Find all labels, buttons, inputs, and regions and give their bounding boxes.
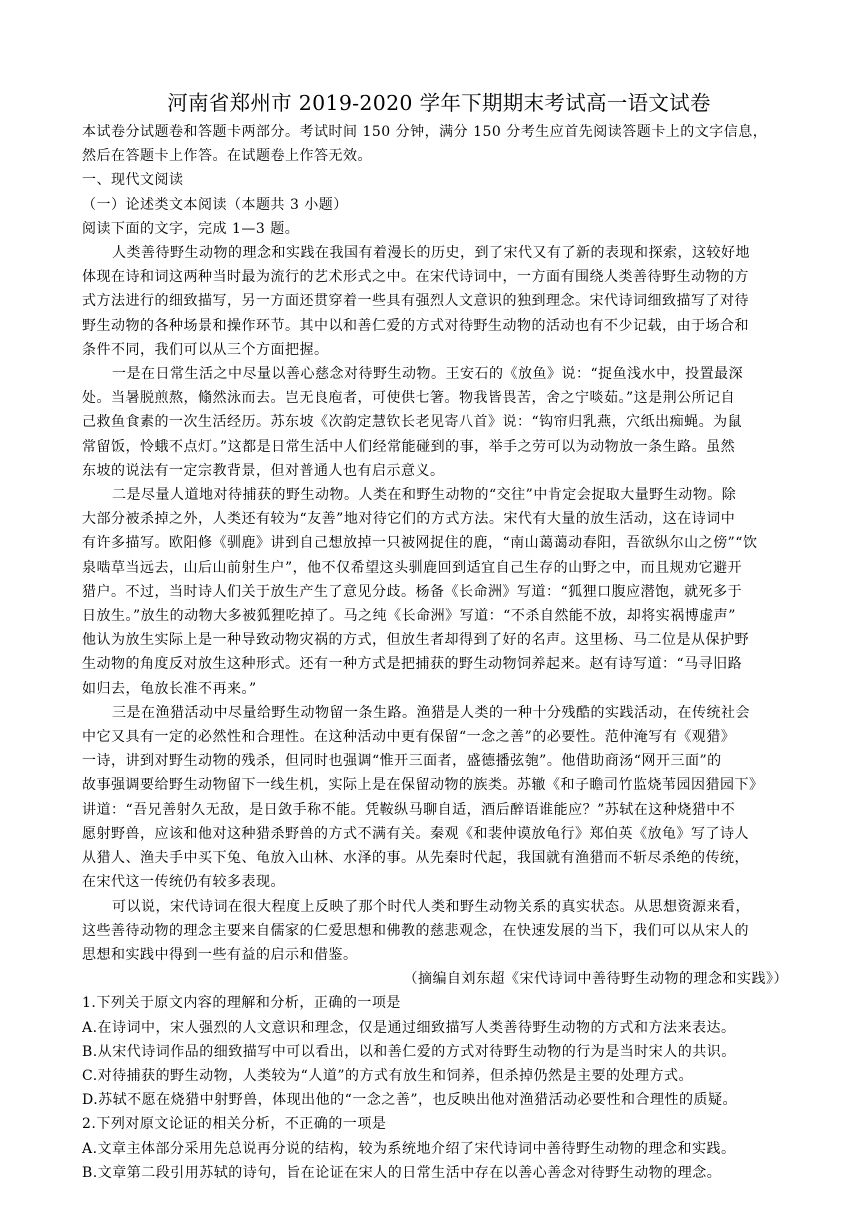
question-option: A.在诗词中，宋人强烈的人文意识和理念，仅是通过细致描写人类善待野生动物的方式和方法来表达。 xyxy=(82,1019,736,1036)
question-list xyxy=(82,991,788,1185)
text-line: 如归去，龟放长准不再来。” xyxy=(82,680,257,697)
text-line: 愿射野兽，应该和他对这种猎杀野兽的方式不满有关。秦观《和裴仲谟放龟行》郑伯英《放龟》写了诗人 xyxy=(82,825,749,842)
text-line: 阅读下面的文字，完成 1—3 题。 xyxy=(82,220,300,237)
page-title: 河南省郑州市 2019-2020 学年下期期末考试高一语文试卷 xyxy=(167,91,711,115)
text-line: 猎户。不过，当时诗人们关于放生产生了意见分歧。杨备《长命洲》写道：“狐狸口腹应潜饱，就死多于 xyxy=(82,583,743,600)
text-line: 中它又具有一定的必然性和合理性。在这种活动中更有保留“一念之善”的必要性。范仲淹写有《观猎》 xyxy=(82,729,736,746)
text-line: 在宋代这一传统仍有较多表现。 xyxy=(82,874,285,891)
passage-source: （摘编自刘东超《宋代诗词中善待野生动物的理念和实践》） xyxy=(403,971,788,988)
text-line: 常留饭，怜蛾不点灯。”这都是日常生活中人们经常能碰到的事，举手之劳可以为动物放一条生路。虽然 xyxy=(82,438,736,455)
text-line: （一）论述类文本阅读（本题共 3 小题） xyxy=(82,196,348,213)
text-line: 一诗，讲到对野生动物的残杀，但同时也强调“惟开三面者，盛德播弦匏”。他借助商汤“网开三面”的 xyxy=(82,753,722,770)
text-line: 他认为放生实际上是一种导致动物灾祸的方式，但放生者却得到了好的名声。这里杨、马二位是从保护野 xyxy=(82,632,749,649)
question-option: B.从宋代诗词作品的细致描写中可以看出，以和善仁爱的方式对待野生动物的行为是当时宋人的共识。 xyxy=(82,1043,736,1060)
text-line: 处。当暑脱煎熬，翛然泳而去。岂无良庖者，可使供七箸。物我皆畏苦，舍之宁啖茹。”这是荆公所记自 xyxy=(82,390,736,407)
question-stem: 2.下列对原文论证的相关分析，不正确的一项是 xyxy=(82,1116,387,1133)
text-line: 大部分被杀掉之外，人类还有较为“友善”地对待它们的方式方法。宋代有大量的放生活动，这在诗词中 xyxy=(82,511,736,528)
text-line: 这些善待动物的理念主要来自儒家的仁爱思想和佛教的慈悲观念，在快速发展的当下，我们可以从宋人的 xyxy=(82,922,749,939)
text-line: 讲道：“吾兄善射久无敌，是日敛手称不能。凭鞍纵马聊自适，酒后醉语谁能应？”苏轼在这种烧猎中不 xyxy=(82,801,736,818)
text-line: 一、现代文阅读 xyxy=(82,172,184,189)
text-line: 一是在日常生活之中尽量以善心慈念对待野生动物。王安石的《放鱼》说：“捉鱼浅水中，投置最深 xyxy=(112,366,744,383)
question-option: A.文章主体部分采用先总说再分说的结构，较为系统地介绍了宋代诗词中善待野生动物的理念和实践。 xyxy=(82,1140,736,1157)
text-line: 二是尽量人道地对待捕获的野生动物。人类在和野生动物的“交往”中肯定会捉取大量野生动物。除 xyxy=(112,487,737,504)
text-line: 条件不同，我们可以从三个方面把握。 xyxy=(82,341,329,358)
passage-body xyxy=(82,120,788,967)
text-line: 可以说，宋代诗词在很大程度上反映了那个时代人类和野生动物关系的真实状态。从思想资源来看， xyxy=(112,898,750,915)
question-option: C.对待捕获的野生动物，人类较为“人道”的方式有放生和饲养，但杀掉仍然是主要的处理方式。 xyxy=(82,1067,693,1084)
text-line: 故事强调要给野生动物留下一线生机，实际上是在保留动物的族类。苏辙《和子瞻司竹监烧苇园因猎园下》 xyxy=(82,777,764,794)
text-line: 泉啮草当远去，山后山前射生户”，他不仅希望这头驯鹿回到适宜自己生存的山野之中，而且规劝它避开 xyxy=(82,559,743,576)
text-line: 本试卷分试题卷和答题卡两部分。考试时间 150 分钟，满分 150 分考生应首先阅读答题卡上的文字信息， xyxy=(82,124,768,140)
question-stem: 1.下列关于原文内容的理解和分析，正确的一项是 xyxy=(82,995,401,1012)
text-line: 东坡的说法有一定宗教背景，但对普通人也有启示意义。 xyxy=(82,462,445,479)
text-line: 日放生。”放生的动物大多被狐狸吃掉了。马之纯《长命洲》写道：“不杀自然能不放，却将实祸博虚声” xyxy=(82,608,736,625)
text-line: 人类善待野生动物的理念和实践在我国有着漫长的历史，到了宋代又有了新的表现和探索，这较好地 xyxy=(112,245,750,262)
text-line: 三是在渔猎活动中尽量给野生动物留一条生路。渔猎是人类的一种十分残酷的实践活动，在传统社会 xyxy=(112,704,750,721)
text-line: 然后在答题卡上作答。在试题卷上作答无效。 xyxy=(82,148,372,165)
text-line: 从猎人、渔夫手中买下兔、龟放入山林、水泽的事。从先秦时代起，我国就有渔猎而不斩尽杀绝的传统， xyxy=(82,850,749,867)
text-line: 生动物的角度反对放生这种形式。还有一种方式是把捕获的野生动物饲养起来。赵有诗写道：“马寻旧路 xyxy=(82,656,743,673)
text-line: 体现在诗和词这两种当时最为流行的艺术形式之中。在宋代诗词中，一方面有围绕人类善待野生动物的方 xyxy=(82,269,749,286)
text-line: 思想和实践中得到一些有益的启示和借鉴。 xyxy=(82,946,358,963)
question-option: D.苏轼不愿在烧猎中射野兽，体现出他的“一念之善”，也反映出他对渔猎活动必要性和合理性的质疑。 xyxy=(82,1092,737,1109)
question-option: B.文章第二段引用苏轼的诗句，旨在论证在宋人的日常生活中存在以善心善念对待野生动物的理念。 xyxy=(82,1164,722,1181)
text-line: 野生动物的各种场景和操作环节。其中以和善仁爱的方式对待野生动物的活动也有不少记载，由于场合和 xyxy=(82,317,749,334)
text-line: 己救鱼食素的一次生活经历。苏东坡《次韵定慧钦长老见寄八首》说：“钩帘归乳燕，穴纸出痴蝇。为鼠 xyxy=(82,414,743,431)
text-line: 有许多描写。欧阳修《驯鹿》讲到自己想放掉一只被网捉住的鹿，“南山蔼蔼动春阳，吾欲纵尔山之傍”“饮 xyxy=(82,535,758,552)
text-line: 式方法进行的细致描写，另一方面还贯穿着一些具有强烈人文意识的独到理念。宋代诗词细致描写了对待 xyxy=(82,293,749,310)
